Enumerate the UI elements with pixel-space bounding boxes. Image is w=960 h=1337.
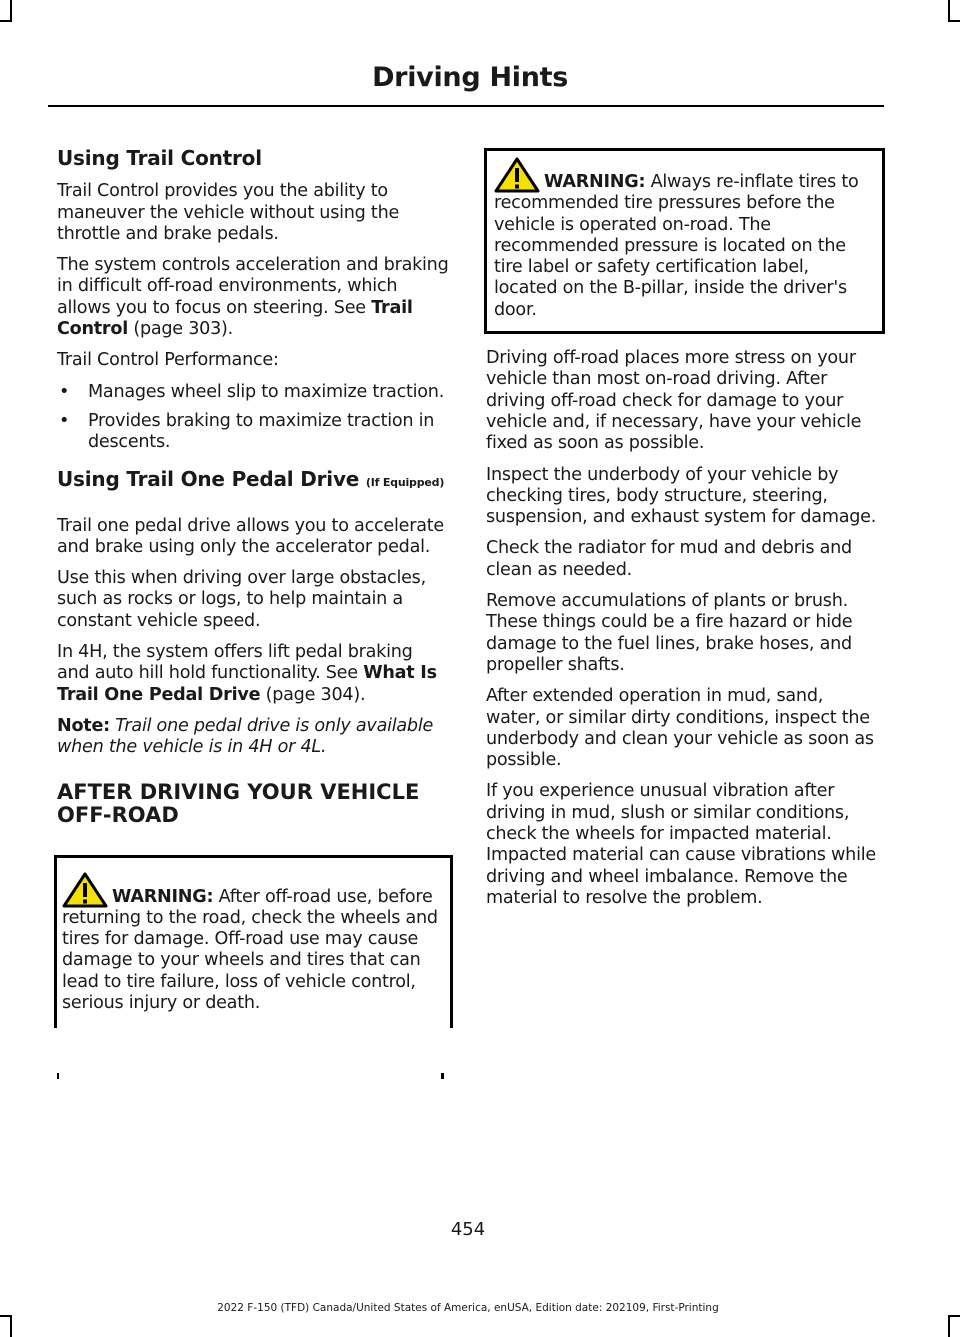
section-heading-trail-one-pedal-drive (57, 468, 449, 494)
page-number: 454 (450, 1219, 486, 1240)
heading-text: Using Trail One Pedal Drive (57, 466, 360, 491)
paragraph: After extended operation in mud, sand, water, or similar dirty conditions, inspect the underbody and clean your vehicle as soon as possible. (486, 686, 874, 771)
left-column (57, 140, 449, 1028)
warning-label: WARNING: (112, 886, 214, 907)
crop-mark (10, 1317, 12, 1337)
page-reference: (page 303). (127, 319, 234, 340)
paragraph: Use this when driving over large obstacles, such as rocks or logs, to help maintain a constant vehicle speed. (57, 568, 426, 631)
list-item (57, 411, 449, 454)
crop-mark (948, 20, 960, 22)
paragraph: Trail one pedal drive allows you to accelerate and brake using only the accelerator pedal. (57, 515, 444, 557)
note-label: Note: (57, 715, 110, 736)
paragraph-text: The system controls acceleration and braking in difficult off-road environments, which allows you to focus on steering. See (57, 255, 449, 318)
paragraph: Check the radiator for mud and debris and clean as needed. (486, 538, 852, 580)
page-header-title: Driving Hints (372, 62, 568, 93)
warning-box-bottom-border (57, 1073, 59, 1079)
page-reference: (page 304). (260, 684, 366, 705)
paragraph: Inspect the underbody of your vehicle by checking tires, body structure, steering, suspension, and exhaust system for damage. (486, 464, 877, 528)
bullet-list (57, 382, 449, 454)
crop-mark (0, 20, 12, 22)
crop-mark (0, 1315, 12, 1317)
paragraph: Trail Control Performance: (57, 350, 279, 371)
warning-text: Always re-inflate tires to recommended tire pressures before the vehicle is operated on-road. The recommended pressure is located on the tire label or safety certification label, located on the B-pillar, inside the driver's door. (494, 172, 859, 320)
bullet-marker: • (59, 381, 70, 402)
paragraph-text: In 4H, the system offers lift pedal braking and auto hill hold functionality. See (57, 642, 413, 684)
list-item-text: Manages wheel slip to maximize traction. (88, 381, 445, 402)
paragraph (57, 642, 449, 706)
chapter-heading-after-off-road: AFTER DRIVING YOUR VEHICLE OFF-ROAD (57, 779, 420, 827)
cross-reference-link-trail-one-pedal-drive[interactable]: What Is Trail One Pedal Drive (57, 663, 437, 705)
note-text: Trail one pedal drive is only available when the vehicle is in 4H or 4L. (57, 715, 434, 758)
warning-label: WARNING: (544, 172, 646, 192)
list-item (57, 382, 449, 403)
warning-box-bottom-border (441, 1073, 444, 1079)
crop-mark (10, 0, 12, 20)
section-heading-trail-control: Using Trail Control (57, 146, 262, 170)
warning-triangle-icon (62, 872, 108, 908)
warning-triangle-icon (494, 157, 540, 193)
right-column (486, 148, 880, 919)
warning-text: After off-road use, before returning to the road, check the wheels and tires for damage. Off-road use may cause damage to your wheels and tires that can lead to tire failure, loss of vehicle control, serious injury or death. (62, 886, 438, 1014)
warning-box (484, 148, 885, 334)
paragraph: If you experience unusual vibration after driving in mud, slush or similar conditions, check the wheels for impacted material. Impacted material can cause vibrations while driving and wheel imbalance. Remove the material to resolve the problem. (486, 781, 876, 908)
crop-mark (948, 1317, 950, 1337)
paragraph: Driving off-road places more stress on your vehicle than most on-road driving. After driving off-road check for damage to your vehicle and, if necessary, have your vehicle fixed as soon as possible. (486, 348, 862, 454)
heading-qualifier: (If Equipped) (365, 475, 445, 489)
crop-mark (948, 1315, 960, 1317)
crop-mark (948, 0, 950, 20)
paragraph: Remove accumulations of plants or brush. These things could be a fire hazard or hide damage to the fuel lines, brake hoses, and propeller shafts. (486, 591, 853, 675)
bullet-marker: • (59, 410, 70, 431)
paragraph (57, 255, 449, 340)
warning-box (54, 855, 453, 1029)
note (57, 716, 449, 759)
footer-edition-info: 2022 F-150 (TFD) Canada/United States of America, enUSA, Edition date: 202109, First-Printing (217, 1302, 719, 1314)
header-divider (48, 105, 884, 107)
paragraph: Trail Control provides you the ability to maneuver the vehicle without using the throttle and brake pedals. (57, 181, 400, 244)
cross-reference-link-trail-control[interactable]: Trail Control (57, 297, 413, 340)
list-item-text: Provides braking to maximize traction in descents. (88, 410, 435, 453)
